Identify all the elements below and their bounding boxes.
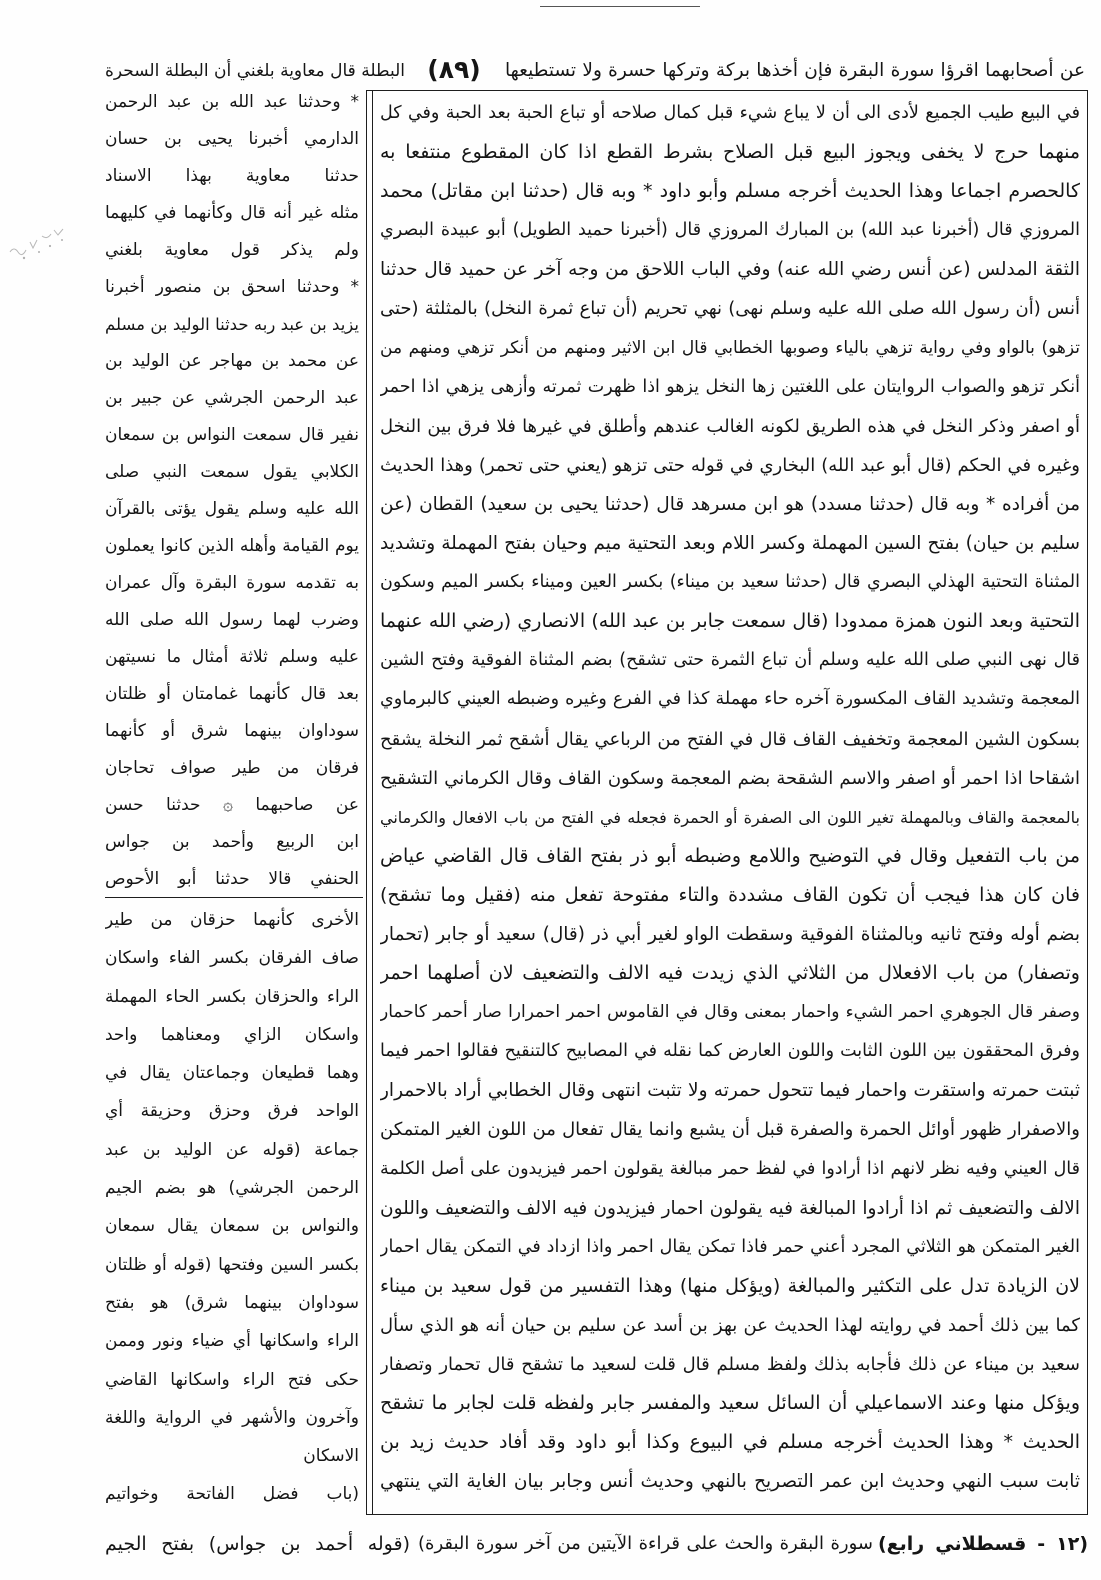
main-text-line: فان كان هذا فيجب أن تكون القاف مشددة والتاء مفتوحة تفعل منه (فقيل وما تشقح) — [380, 883, 1080, 906]
main-text-line: من أفراده * وبه قال (حدثنا مسدد) هو ابن مسرهد قال (حدثنا يحيى بن سعيد) القطان (عن — [380, 493, 1080, 515]
main-commentary-column — [380, 94, 1080, 1501]
main-text-line: اشقاحا اذا احمر أو اصفر والاسم الشقحة بضم المعجمة وسكون القاف وقال الكرماني التشقيح — [380, 767, 1080, 789]
main-text-line: المروزي قال (أخبرنا عبد الله) بن المبارك المروزي قال (أخبرنا حميد الطويل) أبو عبيدة البصري — [380, 220, 1080, 241]
side-text-line: يزيد بن عبد ربه حدثنا الوليد بن مسلم — [105, 315, 359, 334]
margin-ink-marks — [6, 222, 68, 266]
side-note-line: الأخرى كأنهما حزقان من طير — [105, 910, 359, 930]
side-text-line: * وحدثنا عبد الله بن عبد الرحمن — [105, 92, 359, 112]
side-text-line: وضرب لهما رسول الله صلى الله — [105, 610, 359, 630]
side-note-line: والنواس بن سمعان يقال سمعان — [105, 1216, 359, 1237]
side-text-line: نفير قال سمعت النواس بن سمعان — [105, 425, 359, 445]
main-text-line: قال نهى النبي صلى الله عليه وسلم أن تباع الثمرة حتى تشقح) بضم المثناة الفوقية وفتح الشين — [380, 650, 1080, 671]
main-text-line: لان الزيادة تدل على التكثير والمبالغة (ويؤكل منها) وهذا التفسير من قول سعيد بن ميناء — [380, 1274, 1080, 1297]
side-note-line: واسكان الزاي ومعناهما واحد — [105, 1024, 359, 1045]
side-column-notes — [105, 901, 359, 1512]
running-header-main: عن أصحابهما اقرؤا سورة البقرة فإن أخذها بركة وتركها حسرة ولا تستطيعها — [505, 60, 1085, 81]
main-text-line: الالف والتضعيف ثم اذا أرادوا المبالغة فيه يقولون احمار فيزيدون فيه الالف والتضعيف واللون — [380, 1197, 1080, 1219]
footer-catchword: سورة البقرة والحث على قراءة الآيتين من آخر سورة البقرة) — [418, 1533, 873, 1554]
side-text-line: مثله غير أنه قال وكأنهما في كليهما — [105, 203, 359, 223]
main-text-line: أنكر تزهو والصواب الروايتان على اللغتين زها النخل يزهو اذا ظهرت ثمرته وأزهى يزهي اذا احمر — [380, 376, 1080, 397]
main-text-line: من باب التفعيل وقال في التوضيح واللامع وضبطه أبو ذر بفتح القاف قال القاضي عياض — [380, 844, 1080, 867]
side-text-line: عبد الرحمن الجرشي عن جبير بن — [105, 388, 359, 408]
main-text-line: بضم أوله وفتح ثانيه وبالمثناة الفوقية وسقطت الواو لغير أبي ذر (قال) سعيد أو جابر (تحمار — [380, 923, 1080, 945]
main-text-line: أو اصفر وذكر النخل في هذه الطريق لكونه الغالب عندهم وأطلق في غيرها فلا فرق بين النخل — [380, 415, 1080, 437]
side-text-line: حدثنا معاوية بهذا الاسناد — [105, 166, 359, 186]
main-text-line: بسكون الشين المعجمة وتخفيف القاف قال في الفتح من الرباعي يقال أشقح ثمر النخلة يشقح — [380, 728, 1080, 750]
main-text-line: الحديث * وهذا الحديث أخرجه مسلم في البيوع وكذا أبو داود وقد أفاد حديث زيد بن — [380, 1431, 1080, 1454]
side-column-divider — [105, 897, 363, 898]
footer-side-note: (قوله أحمد بن جواس) بفتح الجيم — [105, 1533, 410, 1555]
side-chapter-heading: (باب فضل الفاتحة وخواتيم — [105, 1484, 359, 1505]
side-text-line: عن محمد بن مهاجر عن الوليد بن — [105, 351, 359, 371]
side-text-line: عن صاحبهما ۞ حدثنا حسن — [105, 795, 359, 815]
main-text-line: بالمعجمة والقاف وبالمهملة تغير اللون الى الصفرة أو الحمرة فجعله في الفتح من باب الافعال والكرماني — [380, 807, 1080, 827]
side-column-hadith-text — [105, 84, 359, 898]
page-number: (٨٩) — [427, 55, 481, 84]
side-text-line: عليه وسلم ثلاثة أمثال ما نسيتهن — [105, 647, 359, 667]
side-note-line: صاف الفرقان بكسر الفاء واسكان — [105, 948, 359, 969]
side-text-line: به تقدمه سورة البقرة وآل عمران — [105, 573, 359, 593]
main-text-line: قال العيني وفيه نظر لانهم اذا أرادوا في لفظ حمر مبالغة يقولون احمر فيزيدون على أصل الكلمة — [380, 1158, 1080, 1179]
main-text-line: وفرق المحققون بين اللون الثابت واللون العارض كما نقله في المصابيح كالتنقيح فقالوا احمر فيما — [380, 1041, 1080, 1062]
main-text-line: المثناة التحتية الهذلي البصري قال (حدثنا سعيد بن ميناء) بكسر العين وميناء بكسر الميم وسكون — [380, 572, 1080, 593]
side-note-line: وهما قطيعان وجماعتان يقال في — [105, 1063, 359, 1084]
main-text-line: كما بين ذلك أحمد في روايته لهذا الحديث عن بهز بن أسد عن سليم بن حيان أنه هو الذي سأل — [380, 1314, 1080, 1336]
side-note-line: الراء واسكانها أي ضياء ونور وممن — [105, 1331, 359, 1352]
main-text-line: وغيره في الحكم (قال أبو عبد الله) البخاري في قوله حتى تزهو (يعني حتى تحمر) وهذا الحديث — [380, 454, 1080, 476]
side-text-line: فرقان من طير صواف تحاجان — [105, 758, 359, 778]
running-header-side: البطلة قال معاوية بلغني أن البطلة السحرة — [105, 61, 405, 81]
side-note-line: الواحد فرق وحزق وحزيقة أي — [105, 1101, 359, 1122]
main-text-line: وصفر قال الجوهري احمر الشيء واحمار بمعنى وقال في القاموس احمر احمرارا صار أحمر كاحمار — [380, 1002, 1080, 1023]
main-text-line: في البيع طيب الجميع لأدى الى أن لا يباع شيء قبل كمال صلاحه أو تباع الحبة بعد الحبة وفي كل — [380, 103, 1080, 123]
main-text-line: ثبتت حمرته واستقرت واحمار فيما تتحول حمرته ولا تثبت انتهى وقال الخطابي أراد بالاحمرار — [380, 1080, 1080, 1102]
side-note-line: الرحمن الجرشي) هو بضم الجيم — [105, 1178, 359, 1199]
side-note-line: وآخرون والأشهر في الرواية واللغة — [105, 1407, 359, 1428]
main-text-line: أنس (أن رسول الله صلى الله عليه وسلم نهى) نهي تحريم (أن تباع ثمرة النخل) بالمثلثة (حتى — [380, 298, 1080, 320]
top-edge-rule — [540, 6, 700, 7]
main-text-line: الثقة المدلس (عن أنس رضي الله عنه) وفي الباب اللاحق من وجه آخر عن حميد قال حدثنا — [380, 259, 1080, 281]
main-text-line: سعيد بن ميناء عن ذلك فأجابه بذلك ولفظ مسلم قال قلت لسعيد ما تشقح قال تحمار وتصفار — [380, 1354, 1080, 1375]
main-text-line: الغير المتمكن هو الثلاثي المجرد أعني حمر فاذا تمكن يقال احمر واذا ازداد في التمكن يقال احمار — [380, 1236, 1080, 1257]
side-note-line: سوداوان بينهما شرق) هو بفتح — [105, 1292, 359, 1313]
main-text-line: ويؤكل منها وعند الاسماعيلي أن السائل سعيد والمفسر جابر ولفظه قلت لجابر ما تشقح — [380, 1392, 1080, 1415]
side-text-line: الحنفي قالا حدثنا أبو الأحوص — [105, 869, 359, 889]
main-text-line: المعجمة وتشديد القاف المكسورة آخره حاء مهملة كذا في الفرع وغيره وضبطه العيني كالبرماوي — [380, 689, 1080, 710]
main-text-line: سليم بن حيان) بفتح السين المهملة وكسر اللام وبعد التحتية ميم وحيان بفتح المهملة وتشديد — [380, 533, 1080, 555]
side-text-line: الله عليه وسلم يقول يؤتى بالقرآن — [105, 499, 359, 519]
side-note-line: حكى فتح الراء واسكانها القاضي — [105, 1369, 359, 1390]
frame-double-rule — [372, 91, 373, 1514]
side-text-line: الدارمي أخبرنا يحيى بن حسان — [105, 129, 359, 149]
side-note-line: الاسكان — [303, 1446, 359, 1467]
side-note-line: الراء والحزقان بكسر الحاء المهملة — [105, 986, 359, 1007]
side-text-line: الكلابي يقول سمعت النبي صلى — [105, 462, 359, 482]
side-text-line: بعد قال كأنهما غمامتان أو ظلتان — [105, 684, 359, 704]
footer-signature: (١٢ - قسطلاني رابع) — [878, 1533, 1088, 1555]
main-text-line: وتصفار) من باب الافعلال من الثلاثي الذي زيدت فيه الالف والتضعيف لان أصلهما احمر — [380, 962, 1080, 985]
main-text-line: والاصفرار ظهور أوائل الحمرة والصفرة قبل أن يشبع وانما يقال تفعال من اللون الغير المتمكن — [380, 1119, 1080, 1141]
main-text-line: تزهو) بالواو وفي رواية تزهي بالياء وصوبها الخطابي قال ابن الاثير ومنهم من أنكر تزهي ومنهم من — [380, 337, 1080, 358]
main-text-line: ثابت سبب النهي وحديث ابن عمر التصريح بالنهي وحديث أنس وجابر بيان الغاية التي ينتهي — [380, 1471, 1080, 1493]
main-text-line: التحتية وبعد النون همزة ممدودا (قال سمعت جابر بن عبد الله) الانصاري (رضي الله عنهما — [380, 610, 1080, 633]
side-text-line: * وحدثنا اسحق بن منصور أخبرنا — [105, 277, 359, 297]
side-text-line: يوم القيامة وأهله الذين كانوا يعملون — [105, 536, 359, 556]
side-note-line: جماعة (قوله عن الوليد بن عبد — [105, 1139, 359, 1160]
side-note-line: بكسر السين وفتحها (قوله أو ظلتان — [105, 1254, 359, 1275]
side-text-line: ولم يذكر قول معاوية بلغني — [105, 240, 359, 260]
side-text-line: سوداوان بينهما شرق أو كأنهما — [105, 721, 359, 741]
main-text-line: كالحصرم اجماعا وهذا الحديث أخرجه مسلم وأبو داود * وبه قال (حدثنا ابن مقاتل) محمد — [380, 180, 1080, 203]
side-text-line: ابن الربيع وأحمد بن جواس — [105, 832, 359, 852]
main-text-line: منهما حرج لا يخفى ويجوز البيع قبل الصلاح بشرط القطع اذا كان المقطوع منتفعا به — [380, 141, 1080, 164]
